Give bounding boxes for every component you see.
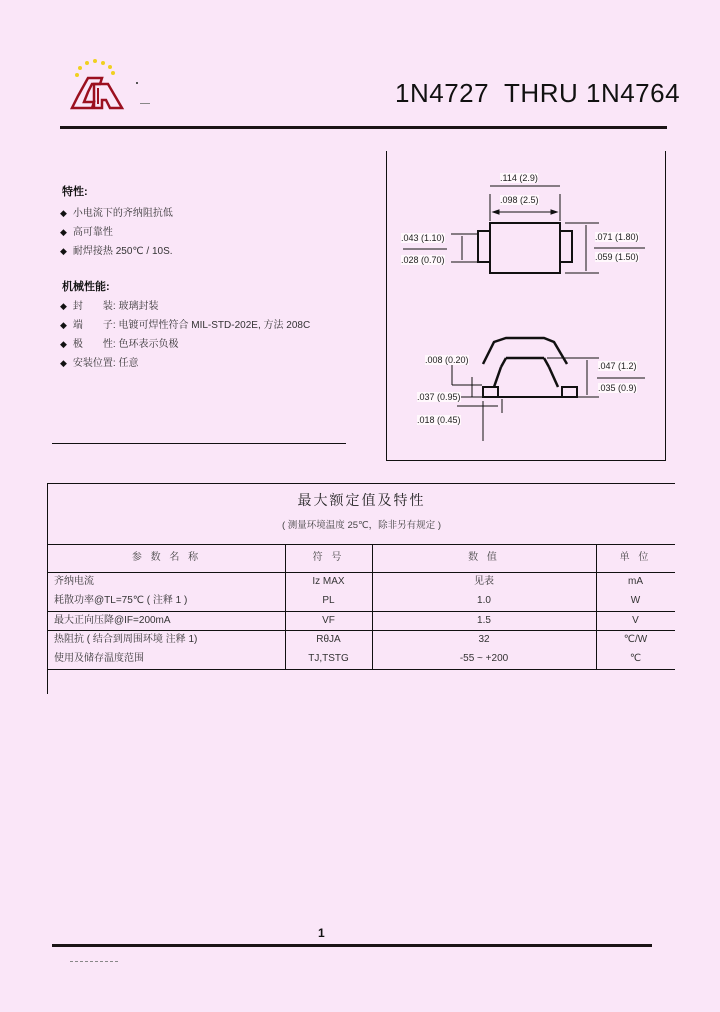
dim-lead-length-max: .037 (0.95) (417, 392, 461, 402)
symbol-cell: TJ,TSTG (308, 653, 349, 664)
dim-lead-width-max: .043 (1.10) (401, 233, 445, 243)
mechanical-item: ◆ 安装位置: 任意 (60, 358, 139, 369)
table-rule (48, 611, 675, 612)
unit-cell: mA (628, 576, 643, 587)
company-logo (68, 58, 128, 110)
symbol-cell: RθJA (316, 634, 341, 645)
value-cell: 1.5 (477, 615, 491, 626)
logo-subtext (140, 103, 150, 104)
value-cell: 1.0 (477, 595, 491, 606)
page-number: 1 (318, 926, 325, 940)
table-subtitle: ( 测量环境温度 25℃，除非另有规定 ) (282, 520, 441, 531)
unit-cell: W (630, 595, 641, 606)
diamond-bullet-icon: ◆ (60, 246, 67, 256)
mechanical-item: ◆ 极 性: 色环表示负极 (60, 339, 179, 350)
mechanical-heading: 机械性能: (62, 281, 110, 293)
symbol-cell: Iz MAX (312, 576, 345, 587)
package-outline-diagram (386, 151, 666, 461)
column-header-symbol: 符 号 (312, 552, 345, 563)
features-heading: 特性: (62, 186, 88, 198)
footer-fine-print (70, 961, 120, 962)
param-cell: 最大正向压降@IF=200mA (54, 615, 171, 626)
dim-lead-thickness: .008 (0.20) (425, 355, 469, 365)
table-rule (48, 669, 675, 670)
star-icon (75, 59, 115, 77)
dim-body-width-min: .059 (1.50) (595, 252, 639, 262)
diamond-bullet-icon: ◆ (60, 227, 67, 237)
table-title: 最大额定值及特性 (297, 492, 426, 508)
logo-registered-mark (136, 82, 138, 84)
header-divider (60, 126, 667, 129)
column-header-param: 参 数 名 称 (131, 552, 202, 563)
ratings-table (47, 483, 675, 694)
table-rule (48, 630, 675, 631)
document-title: 1N4727 THRU 1N4764 (395, 78, 681, 108)
feature-item: ◆ 小电流下的齐纳阻抗低 (60, 208, 173, 219)
column-header-value: 数 值 (468, 552, 500, 563)
dim-body-width-max: .071 (1.80) (595, 232, 639, 242)
value-cell: 32 (478, 634, 490, 645)
param-cell: 耗散功率@TL=75℃ ( 注释 1 ) (54, 595, 188, 606)
symbol-cell: VF (322, 615, 335, 626)
dim-length-max: .114 (2.9) (500, 173, 538, 183)
section-divider (52, 443, 346, 444)
value-cell: -55 ~ +200 (459, 653, 509, 664)
diamond-bullet-icon: ◆ (60, 320, 67, 330)
feature-item: ◆ 耐焊接热 250℃ / 10S. (60, 246, 173, 257)
diamond-bullet-icon: ◆ (60, 301, 67, 311)
diamond-bullet-icon: ◆ (60, 339, 67, 349)
column-header-unit: 单 位 (619, 552, 652, 563)
feature-item: ◆ 高可靠性 (60, 227, 113, 238)
value-cell: 见表 (474, 576, 494, 587)
symbol-cell: PL (322, 595, 335, 606)
dim-length-min: .098 (2.5) (500, 195, 539, 205)
diamond-bullet-icon: ◆ (60, 358, 67, 368)
mechanical-item: ◆ 封 装: 玻璃封装 (60, 301, 159, 312)
param-cell: 使用及储存温度范围 (54, 653, 144, 664)
param-cell: 齐纳电流 (54, 576, 94, 587)
dim-height-max: .047 (1.2) (598, 361, 637, 371)
mechanical-item: ◆ 端 子: 电镀可焊性符合 MIL-STD-202E, 方法 208C (60, 320, 311, 331)
footer-divider (52, 944, 652, 947)
table-rule (48, 544, 675, 545)
unit-cell: ℃ (629, 653, 642, 664)
diamond-bullet-icon: ◆ (60, 208, 67, 218)
unit-cell: V (632, 615, 639, 626)
table-rule (48, 572, 675, 573)
param-cell: 热阻抗 ( 结合到周围环境 注释 1) (54, 634, 198, 645)
dim-lead-length-min: .018 (0.45) (417, 415, 461, 425)
unit-cell: ℃/W (623, 634, 648, 645)
dim-lead-width-min: .028 (0.70) (401, 255, 445, 265)
dim-height-min: .035 (0.9) (598, 383, 637, 393)
